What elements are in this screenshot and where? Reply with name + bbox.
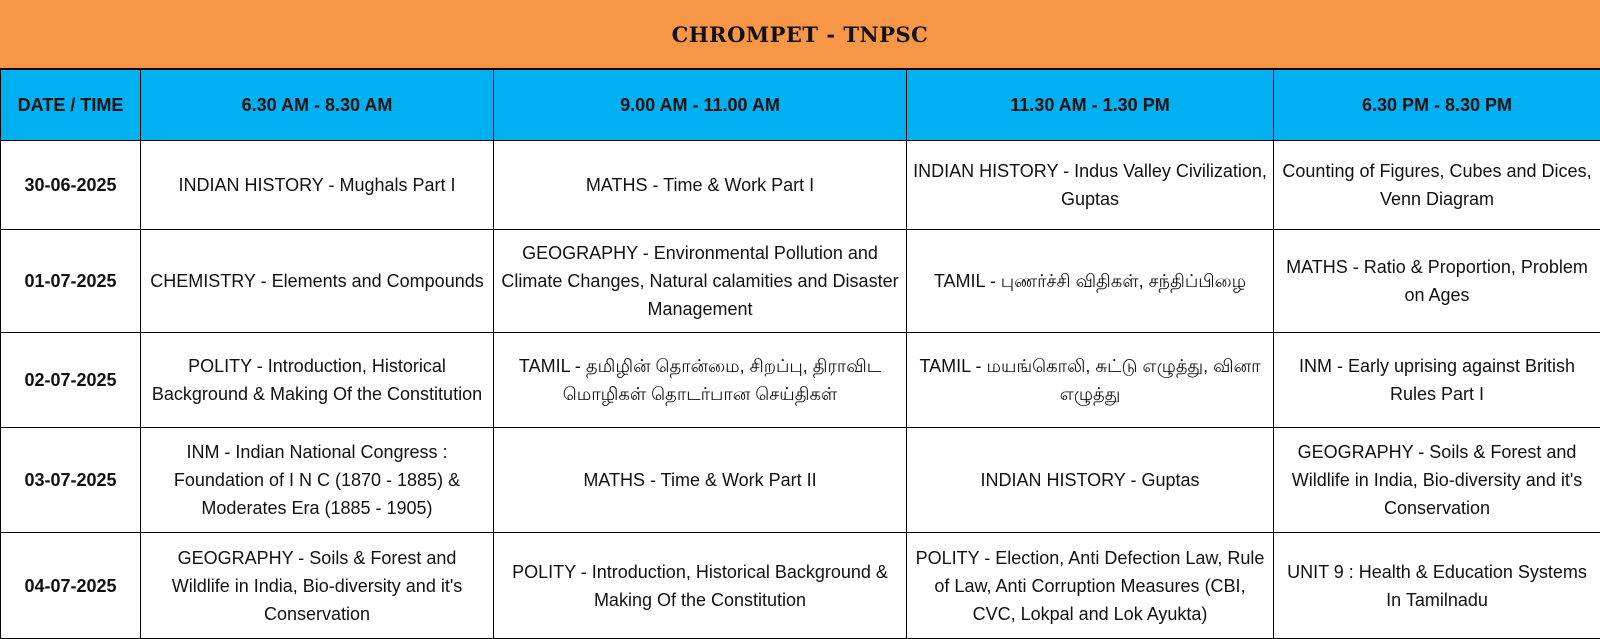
row-slot: GEOGRAPHY - Environmental Pollution and Climate Changes, Natural calamities and Disaster Management [494,230,907,333]
row-date: 01-07-2025 [1,230,141,333]
row-slot: MATHS - Time & Work Part I [494,141,907,230]
row-slot: GEOGRAPHY - Soils & Forest and Wildlife in India, Bio-diversity and it's Conservation [141,533,494,639]
row-slot: GEOGRAPHY - Soils & Forest and Wildlife in India, Bio-diversity and it's Conservation [1274,428,1600,533]
row-date: 03-07-2025 [1,428,141,533]
row-slot: Counting of Figures, Cubes and Dices, Venn Diagram [1274,141,1600,230]
header-slot-4: 6.30 PM - 8.30 PM [1274,70,1600,141]
page-title: CHROMPET - TNPSC [0,0,1600,69]
row-slot: MATHS - Time & Work Part II [494,428,907,533]
row-slot: TAMIL - தமிழின் தொன்மை, சிறப்பு, திராவிட மொழிகள் தொடர்பான செய்திகள் [494,333,907,428]
row-slot: POLITY - Election, Anti Defection Law, Rule of Law, Anti Corruption Measures (CBI, CVC, Lokpal and Lok Ayukta) [907,533,1274,639]
row-date: 04-07-2025 [1,533,141,639]
row-date: 02-07-2025 [1,333,141,428]
row-slot: CHEMISTRY - Elements and Compounds [141,230,494,333]
table-row [1,428,1600,533]
row-slot: INDIAN HISTORY - Guptas [907,428,1274,533]
table-row [1,230,1600,333]
header-slot-2: 9.00 AM - 11.00 AM [494,70,907,141]
row-slot: TAMIL - மயங்கொலி, சுட்டு எழுத்து, வினா எழுத்து [907,333,1274,428]
row-slot: INM - Early uprising against British Rules Part I [1274,333,1600,428]
row-slot: MATHS - Ratio & Proportion, Problem on Ages [1274,230,1600,333]
row-slot: POLITY - Introduction, Historical Background & Making Of the Constitution [494,533,907,639]
table-row [1,333,1600,428]
row-slot: TAMIL - புணர்ச்சி விதிகள், சந்திப்பிழை [907,230,1274,333]
row-slot: UNIT 9 : Health & Education Systems In Tamilnadu [1274,533,1600,639]
row-slot: POLITY - Introduction, Historical Background & Making Of the Constitution [141,333,494,428]
schedule-table [0,69,1600,639]
header-slot-1: 6.30 AM - 8.30 AM [141,70,494,141]
row-slot: INDIAN HISTORY - Mughals Part I [141,141,494,230]
table-row [1,141,1600,230]
row-slot: INDIAN HISTORY - Indus Valley Civilization, Guptas [907,141,1274,230]
header-row [1,70,1600,141]
row-slot: INM - Indian National Congress : Foundation of I N C (1870 - 1885) & Moderates Era (1885 - 1905) [141,428,494,533]
header-date-time: DATE / TIME [1,70,141,141]
header-slot-3: 11.30 AM - 1.30 PM [907,70,1274,141]
row-date: 30-06-2025 [1,141,141,230]
table-row [1,533,1600,639]
